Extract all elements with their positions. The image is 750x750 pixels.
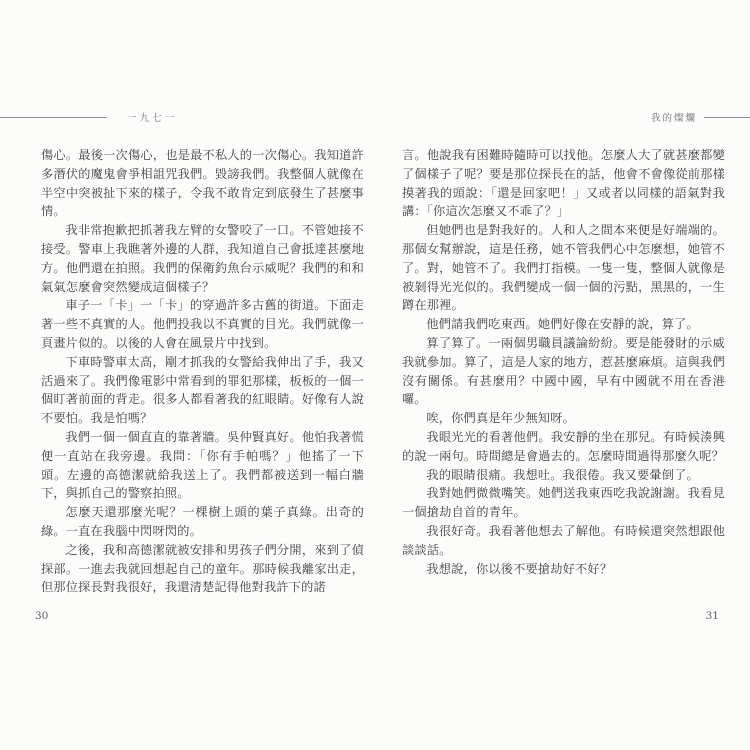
left-page-text-column xyxy=(41,146,364,597)
paragraph: 算了算了。一兩個男職員議論紛紛。要是能發財的示威我就參加。算了，這是人家的地方，惹甚麼麻煩。這與我們沒有關係。有甚麼用？中國中國，早有中國就不用在香港囉。 xyxy=(402,335,725,407)
paragraph: 但她們也是對我好的。人和人之間本來便是好端端的。那個女幫辦說，這是任務，她不管我們心中怎麼想，她管不了。對，她管不了。我們打指模。一隻一隻，整個人就像是被剝得光光似的。我們變成一個一個的污點，黑黑的，一生蹲在那裡。 xyxy=(402,223,725,313)
paragraph: 怎麼天還那麼光呢？一棵樹上頭的葉子真綠。出奇的綠。一直在我腦中閃呀閃的。 xyxy=(41,505,364,538)
page-number-left: 30 xyxy=(35,610,49,622)
paragraph: 他們請我們吃東西。她們好像在安靜的說，算了。 xyxy=(426,317,699,332)
paragraph: 之後，我和高德潔就被安排和男孩子們分開，來到了偵探部。一進去我就回想起自己的童年。那時候我離家出走，但那位探長對我很好，我還清楚記得他對我許下的諾 xyxy=(41,542,364,595)
paragraph: 我非常抱歉把抓著我左臂的女警咬了一口。不管她接不接受。警車上我瞧著外邊的人群，我知道自己會抵達甚麼地方。他們還在拍照。我們的保衛釣魚台示威呢？我們的和和氣氣怎麼會突然變成這個樣子？ xyxy=(41,223,364,294)
header-rule-right xyxy=(704,117,750,118)
running-head-book-title: 我的燦爛 xyxy=(650,113,697,124)
paragraph: 我眼光光的看著他們。我安靜的坐在那兒。有時候湊興的說一兩句。時間總是會過去的。怎麼時間過得那麼久呢？ xyxy=(402,429,725,463)
paragraph: 傷心。最後一次傷心，也是最不私人的一次傷心。我知道許多潛伏的魔鬼會爭相詛咒我們。毀謗我們。我整個人就像在半空中突被扯下來的樣子，令我不敢肯定到底發生了甚麼事情。 xyxy=(41,148,364,219)
paragraph: 言。他說我有困難時隨時可以找他。怎麼人大了就甚麼都變了個樣子了呢？要是那位探長在的話，他會不會像從前那樣摸著我的頭說：「還是回家吧！」又或者以同樣的語氣對我講：「你這次怎麼又不乖了？」 xyxy=(402,148,725,219)
page-number-right: 31 xyxy=(705,610,719,622)
paragraph: 我很好奇。我看著他想去了解他。有時候還突然想跟他談談話。 xyxy=(402,523,725,557)
paragraph: 我想說，你以後不要搶劫好不好？ xyxy=(426,561,613,576)
right-page-text-column xyxy=(402,146,725,578)
header-rule-left xyxy=(0,117,107,118)
running-head-chapter: 一九七一 xyxy=(127,113,178,124)
paragraph: 我的眼睛很痛。我想吐。我很倦。我又要暈倒了。 xyxy=(426,467,699,482)
paragraph: 車子一「卡」一「卡」的穿過許多古舊的街道。下面走著一些不真實的人。他們投我以不真實的目光。我們就像一頁畫片似的。以後的人會在風景片中找到。 xyxy=(41,298,364,350)
paragraph: 我對她們微微嘴笑。她們送我東西吃我說謝謝。我看見一個搶劫自首的青年。 xyxy=(402,486,725,520)
paragraph: 唉，你們真是年少無知呀。 xyxy=(426,411,576,426)
paragraph: 下車時警車太高，剛才抓我的女警給我伸出了手，我又活過來了。我們像電影中常看到的罪犯那樣，板板的一個一個盯著前面的背走。很多人都看著我的紅眼睛。好像有人說不要怕。我是怕嗎？ xyxy=(41,354,364,426)
paragraph: 我們一個一個直直的靠著牆。吳仲賢真好。他怕我著慌便一直站在我旁邊。我問：「你有手帕嗎？」他搖了一下頭。左邊的高德潔就給我送上了。我們都被送到一幅白牆下，與抓自己的警察拍照。 xyxy=(41,429,364,501)
